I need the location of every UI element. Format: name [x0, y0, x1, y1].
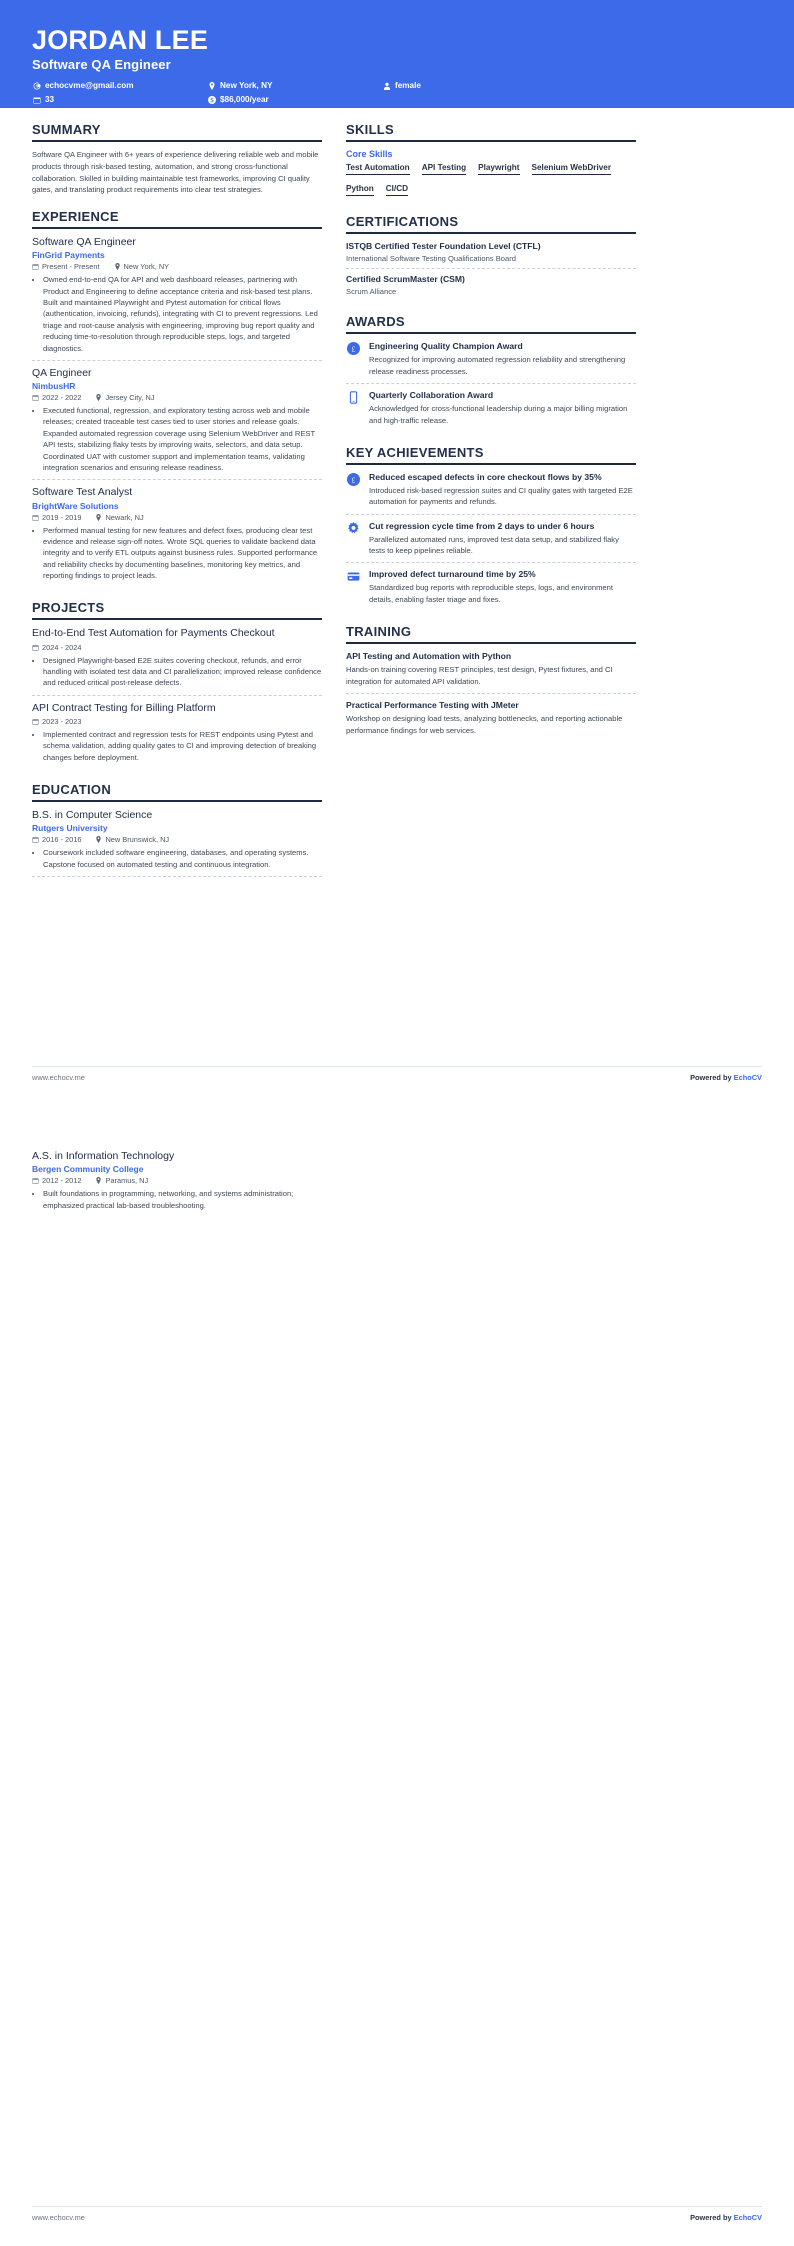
skills-heading: SKILLS	[346, 122, 636, 142]
achievement-description: Introduced risk-based regression suites and CI quality gates with targeted E2E automation for payments and refunds.	[369, 485, 633, 507]
bullet: • Implemented contract and regression tests for REST endpoints using Pytest and schema validation, adding quality gates to CI and improving detection of breaking changes before deployment.	[43, 729, 322, 763]
education-dates: 2016 - 2016	[32, 835, 81, 844]
calendar-icon	[32, 263, 39, 270]
contact-location-value: New York, NY	[220, 81, 273, 91]
training-name: Practical Performance Testing with JMeter	[346, 700, 519, 711]
left-column	[32, 122, 322, 890]
candidate-job-title: Software QA Engineer	[32, 57, 171, 73]
contact-gender	[382, 81, 762, 90]
education-bullets	[32, 1188, 322, 1211]
bullet: • Designed Playwright-based E2E suites covering checkout, refunds, and error handling with isolated test data and CI parallelization; improved release confidence and reduced critical post-release defects.	[43, 655, 322, 689]
section-skills	[346, 122, 636, 201]
mobile-phone-icon	[346, 390, 361, 426]
job-dates: 2019 - 2019	[32, 513, 81, 522]
achievement-body	[369, 472, 636, 508]
section-experience	[32, 209, 322, 587]
candidate-name: JORDAN LEE	[32, 25, 209, 55]
certifications-heading: CERTIFICATIONS	[346, 214, 636, 234]
training-description: Workshop on designing load tests, analyzing bottlenecks, and reporting actionable performance findings for web services.	[346, 714, 623, 735]
job-location: Jersey City, NJ	[95, 393, 154, 402]
project-dates: 2024 - 2024	[32, 643, 81, 652]
school-name[interactable]: Bergen Community College	[32, 1164, 144, 1175]
euro-coin-icon	[346, 472, 361, 508]
job-meta	[32, 513, 322, 522]
achievement-body	[369, 521, 636, 557]
training-entry	[346, 700, 636, 742]
calendar-icon	[32, 514, 39, 521]
project-title: API Contract Testing for Billing Platform	[32, 701, 216, 714]
award-title: Quarterly Collaboration Award	[369, 390, 494, 401]
footer-brand: Powered by EchoCV	[690, 1073, 762, 1082]
right-column	[346, 122, 636, 890]
certification-entry	[346, 241, 636, 269]
project-bullets	[32, 655, 322, 689]
education-meta	[32, 835, 322, 844]
experience-entry	[32, 236, 322, 361]
education-dates: 2012 - 2012	[32, 1176, 81, 1185]
certification-issuer: International Software Testing Qualifications Board	[346, 254, 516, 264]
project-bullets	[32, 729, 322, 763]
contact-age-value: 33	[45, 95, 55, 105]
award-description: Acknowledged for cross-functional leadership during a major billing migration and high-traffic release.	[369, 404, 628, 425]
gear-icon	[346, 521, 361, 557]
location-pin-icon	[207, 81, 216, 90]
achievement-entry	[346, 472, 636, 515]
section-key-achievements	[346, 445, 636, 611]
contact-salary-value: $86,000/year	[220, 95, 269, 105]
job-location: Newark, NJ	[95, 513, 143, 522]
experience-entry	[32, 367, 322, 480]
job-title: Software Test Analyst	[32, 486, 133, 499]
degree-title: B.S. in Computer Science	[32, 809, 153, 822]
contact-email-value: echocvme@gmail.com	[45, 81, 134, 91]
job-meta	[32, 262, 322, 271]
job-bullets	[32, 405, 322, 473]
job-dates: 2022 - 2022	[32, 393, 81, 402]
job-meta	[32, 393, 322, 402]
job-dates: Present - Present	[32, 262, 100, 271]
contact-salary	[207, 95, 382, 104]
training-name: API Testing and Automation with Python	[346, 651, 512, 662]
skill-chip: CI/CD	[386, 184, 408, 196]
project-title: End-to-End Test Automation for Payments Checkout	[32, 627, 275, 640]
location-pin-icon	[95, 1177, 102, 1184]
company-name[interactable]: NimbusHR	[32, 381, 76, 392]
experience-entry	[32, 486, 322, 587]
skill-chip: Python	[346, 184, 374, 196]
school-name[interactable]: Rutgers University	[32, 823, 108, 834]
calendar-icon	[32, 394, 39, 401]
company-name[interactable]: FinGrid Payments	[32, 250, 105, 261]
achievement-title: Cut regression cycle time from 2 days to under 6 hours	[369, 520, 595, 531]
project-entry	[32, 627, 322, 695]
experience-heading: EXPERIENCE	[32, 209, 322, 229]
section-training	[346, 624, 636, 742]
footer-brand-name: EchoCV	[733, 2213, 762, 2222]
contact-gender-value: female	[395, 81, 421, 91]
skill-chip: Selenium WebDriver	[532, 163, 611, 175]
projects-heading: PROJECTS	[32, 600, 322, 620]
job-bullets	[32, 525, 322, 582]
achievement-title: Improved defect turnaround time by 25%	[369, 569, 536, 580]
contact-age	[32, 95, 207, 104]
section-projects	[32, 600, 322, 769]
skill-chip: Test Automation	[346, 163, 410, 175]
awards-heading: AWARDS	[346, 314, 636, 334]
award-body	[369, 390, 636, 426]
certification-entry	[346, 274, 636, 301]
award-entry	[346, 390, 636, 432]
skill-chip: Playwright	[478, 163, 519, 175]
certification-name: ISTQB Certified Tester Foundation Level (CTFL)	[346, 241, 541, 251]
skills-group-label: Core Skills	[346, 149, 393, 159]
calendar-icon	[32, 644, 39, 651]
project-meta	[32, 643, 322, 652]
company-name[interactable]: BrightWare Solutions	[32, 500, 119, 511]
footer-brand-name: EchoCV	[733, 1073, 762, 1082]
bullet: • Performed manual testing for new features and defect fixes, producing clear test evidence and release sign-off notes. Wrote SQL queries to validate backend data integrity and to verify ETL outputs against business rules. Supported performance and reliability checks by documenting baselines, monitoring key metrics, and reporting findings to project leads.	[43, 525, 322, 582]
education-bullets	[32, 847, 322, 870]
award-description: Recognized for improving automated regression reliability and strengthening release readiness processes.	[369, 355, 626, 376]
location-pin-icon	[95, 514, 102, 521]
achievement-title: Reduced escaped defects in core checkout flows by 35%	[369, 471, 602, 482]
location-pin-icon	[95, 394, 102, 401]
achievement-description: Standardized bug reports with reproducible steps, logs, and environment details, enabling faster triage and fixes.	[369, 583, 613, 604]
achievement-entry	[346, 569, 636, 611]
credit-card-icon	[346, 569, 361, 605]
training-description: Hands-on training covering REST principles, test design, Pytest fixtures, and CI integration for automated API validation.	[346, 665, 613, 686]
bullet: • Built foundations in programming, networking, and systems administration; emphasized practical lab-based troubleshooting.	[43, 1188, 322, 1211]
job-bullets	[32, 274, 322, 354]
achievement-description: Parallelized automated runs, improved test data setup, and stabilized flaky tests to keep pipelines reliable.	[369, 534, 619, 556]
certification-issuer: Scrum Alliance	[346, 287, 397, 297]
resume-body	[0, 108, 794, 890]
project-entry	[32, 702, 322, 769]
project-dates: 2023 - 2023	[32, 717, 81, 726]
degree-title: A.S. in Information Technology	[32, 1150, 175, 1162]
key-achievements-heading: KEY ACHIEVEMENTS	[346, 445, 636, 465]
summary-text: Software QA Engineer with 6+ years of experience delivering reliable web and mobile products through risk-based testing, automation, and strong cross-functional collaboration. Skilled in building maintainable test frameworks, improving CI quality gates, and translating product requirements into clear test strategies.	[32, 150, 319, 195]
section-awards	[346, 314, 636, 432]
calendar-icon	[32, 95, 41, 104]
skills-list	[346, 163, 636, 201]
footer-website[interactable]: www.echocv.me	[32, 2213, 85, 2222]
footer-brand: Powered by EchoCV	[690, 2213, 762, 2222]
education-entry	[32, 1150, 322, 1217]
bullet: • Owned end-to-end QA for API and web dashboard releases, partnering with Product and Engineering to define acceptance criteria and risk-based test plans. Built and maintained Playwright and Pytest automation for critical flows (authentication, invoicing, refunds), integrating with CI to prevent regressions. Led triage and root-cause analysis with engineering, improving bug report quality and reducing time-to-resolution through reproducible steps, logs, and targeted diagnostics.	[43, 274, 322, 354]
calendar-icon	[32, 718, 39, 725]
page-footer	[32, 2206, 762, 2222]
svg-text:£: £	[351, 344, 356, 354]
job-title: Software QA Engineer	[32, 236, 136, 249]
education-meta	[32, 1176, 322, 1185]
certification-name: Certified ScrumMaster (CSM)	[346, 274, 465, 285]
contact-email[interactable]	[32, 81, 207, 90]
contact-location	[207, 81, 382, 90]
section-education	[32, 782, 322, 877]
training-heading: TRAINING	[346, 624, 636, 644]
dollar-coin-icon	[207, 95, 216, 104]
summary-heading: SUMMARY	[32, 122, 322, 142]
page-footer	[32, 1066, 762, 1082]
training-entry	[346, 651, 636, 694]
education-heading: EDUCATION	[32, 782, 322, 802]
footer-website[interactable]: www.echocv.me	[32, 1073, 85, 1082]
achievement-entry	[346, 521, 636, 564]
contact-list	[32, 81, 762, 104]
calendar-icon	[32, 1177, 39, 1184]
resume-header	[0, 0, 794, 108]
education-location: Paramus, NJ	[95, 1176, 148, 1185]
bullet: • Executed functional, regression, and exploratory testing across web and mobile releases; created traceable test cases tied to user stories and release goals. Expanded automated regression coverage using Selenium WebDriver and REST API tests, stabilizing flaky tests by improving waits, selectors, and data setup. Coordinated UAT with customer support and implementation teams, validating integration scenarios and ensuring release readiness.	[43, 405, 322, 473]
job-location: New York, NY	[114, 262, 170, 271]
section-summary	[32, 122, 322, 196]
euro-coin-icon	[346, 341, 361, 377]
award-entry	[346, 341, 636, 384]
location-pin-icon	[114, 263, 121, 270]
education-location: New Brunswick, NJ	[95, 835, 169, 844]
svg-text:£: £	[351, 475, 356, 485]
person-icon	[382, 81, 391, 90]
location-pin-icon	[95, 836, 102, 843]
education-continued	[32, 1150, 322, 1223]
job-title: QA Engineer	[32, 366, 92, 379]
award-body	[369, 341, 636, 377]
award-title: Engineering Quality Champion Award	[369, 341, 523, 352]
education-entry	[32, 809, 322, 877]
achievement-body	[369, 569, 636, 605]
email-icon	[32, 81, 41, 90]
project-meta	[32, 717, 322, 726]
section-certifications	[346, 214, 636, 301]
bullet: • Coursework included software engineering, databases, and operating systems. Capstone focused on automated testing and continuous integration.	[43, 847, 322, 870]
skill-chip: API Testing	[422, 163, 466, 175]
calendar-icon	[32, 836, 39, 843]
